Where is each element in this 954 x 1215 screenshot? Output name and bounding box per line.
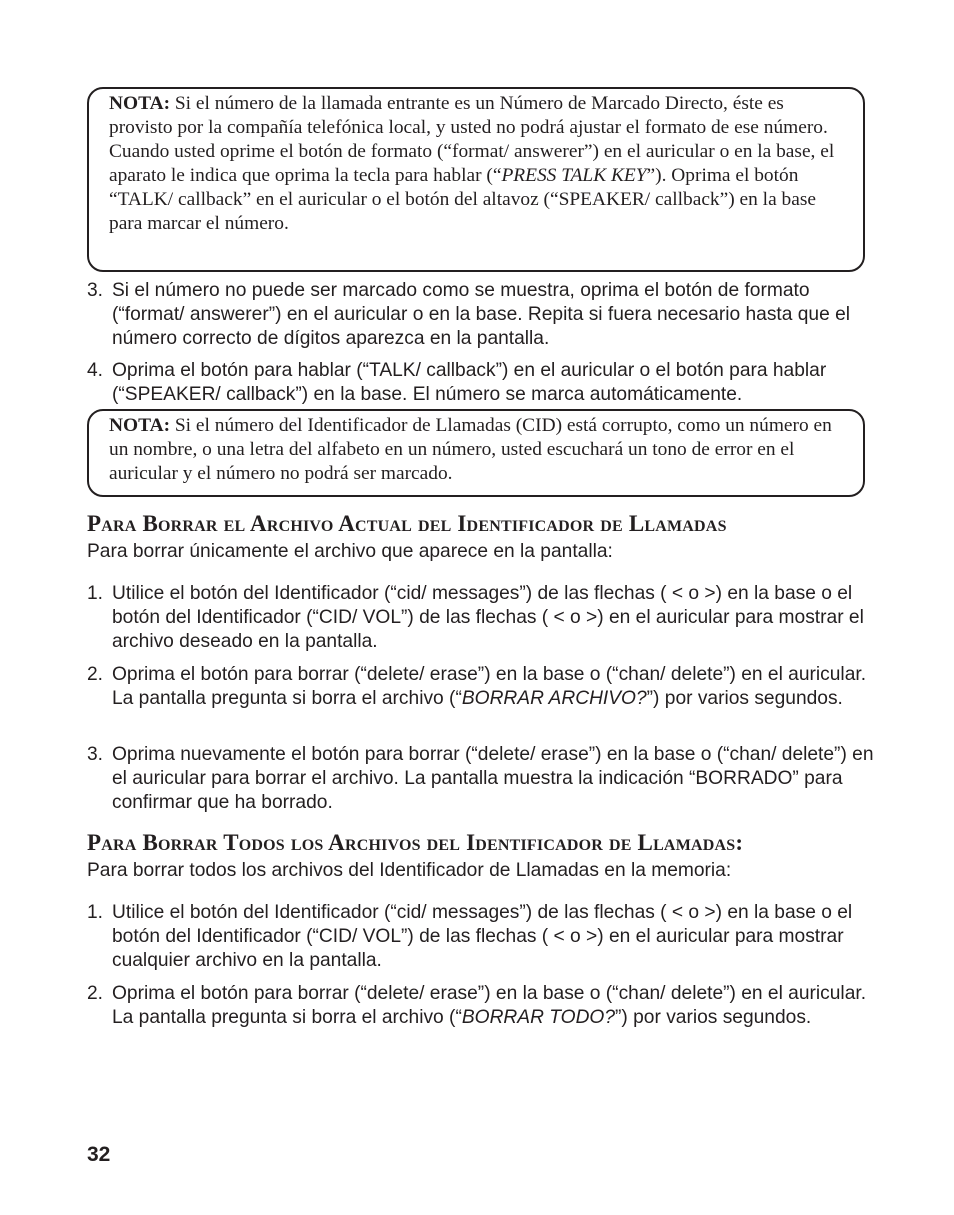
step-number: 1.	[87, 902, 104, 923]
list-item-step-1	[87, 901, 877, 973]
step-number: 3.	[87, 280, 104, 301]
list-item-step-4	[87, 359, 877, 407]
step-text: Utilice el botón del Identificador (“cid/ messages”) de las flechas ( < o >) en la base o el botón del Identificador (“CID/ VOL”) de las flechas ( < o >) en el auricular para mostrar cualquier archivo en la pantalla.	[112, 902, 853, 971]
section-heading-delete-all: Para Borrar Todos los Archivos del Identificador de Llamadas:	[87, 830, 744, 855]
list-item-step-1	[87, 582, 877, 654]
note-text: Si el número de la llamada entrante es un Número de Marcado Directo, éste es provisto por la compañía telefónica local, y usted no podrá ajustar el formato de ese número. Cuando usted oprime el botón de formato (“format/ answerer”) en el auricular o en la base, el aparato le indica que oprima la tecla para hablar (“	[109, 93, 835, 186]
step-text: Utilice el botón del Identificador (“cid/ messages”) de las flechas ( < o >) en la base o el botón del Identificador (“CID/ VOL”) de las flechas ( < o >) en el auricular para mostrar el archivo deseado en la pantalla.	[112, 583, 864, 652]
list-item-step-2	[87, 663, 877, 711]
section-intro: Para borrar únicamente el archivo que aparece en la pantalla:	[87, 541, 613, 562]
list-item-step-3	[87, 279, 877, 351]
list-item-step-3	[87, 743, 877, 815]
step-text: Oprima el botón para borrar (“delete/ erase”) en la base o (“chan/ delete”) en el auricular. La pantalla pregunta si borra el archivo (“BORRAR TODO?”) por varios segundos.	[112, 983, 867, 1028]
note-label: NOTA:	[109, 93, 171, 114]
step-number: 2.	[87, 664, 104, 685]
step-text: Oprima el botón para hablar (“TALK/ callback”) en el auricular o el botón para hablar (“SPEAKER/ callback”) en la base. El número se marca automáticamente.	[112, 360, 827, 405]
list-item-step-2	[87, 982, 877, 1030]
step-text: Si el número no puede ser marcado como se muestra, oprima el botón de formato (“format/ answerer”) en el auricular o en la base. Repita si fuera necesario hasta que el número correcto de dígitos aparezca en la pantalla.	[112, 280, 851, 349]
step-number: 1.	[87, 583, 104, 604]
page-number: 32	[87, 1143, 111, 1166]
step-number: 4.	[87, 360, 104, 381]
note-label: NOTA:	[109, 415, 171, 436]
section-intro: Para borrar todos los archivos del Identificador de Llamadas en la memoria:	[87, 860, 732, 881]
note-box-format	[87, 87, 865, 272]
step-text: Oprima el botón para borrar (“delete/ erase”) en la base o (“chan/ delete”) en el auricular. La pantalla pregunta si borra el archivo (“BORRAR ARCHIVO?”) por varios segundos.	[112, 664, 867, 709]
note-text: ”). Oprima el botón “TALK/ callback” en el auricular o el botón del altavoz (“SPEAKER/ callback”) en la base para marcar el número.	[109, 165, 816, 234]
note-text: Si el número del Identificador de Llamadas (CID) está corrupto, como un número en un nombre, o una letra del alfabeto en un número, usted escuchará un tono de error en el auricular y el número no podrá ser marcado.	[109, 415, 832, 484]
display-text-italic: BORRAR ARCHIVO?	[461, 688, 647, 709]
display-text-italic: BORRAR TODO?	[461, 1007, 616, 1028]
note-box-corrupt	[87, 409, 865, 497]
step-number: 2.	[87, 983, 104, 1004]
section-heading-delete-current: Para Borrar el Archivo Actual del Identificador de Llamadas	[87, 511, 727, 536]
note-text-italic: PRESS TALK KEY	[501, 165, 647, 186]
step-text: Oprima nuevamente el botón para borrar (“delete/ erase”) en la base o (“chan/ delete”) en el auricular para borrar el archivo. La pantalla muestra la indicación “BORRADO” para confirmar que ha borrado.	[112, 744, 874, 813]
step-number: 3.	[87, 744, 104, 765]
